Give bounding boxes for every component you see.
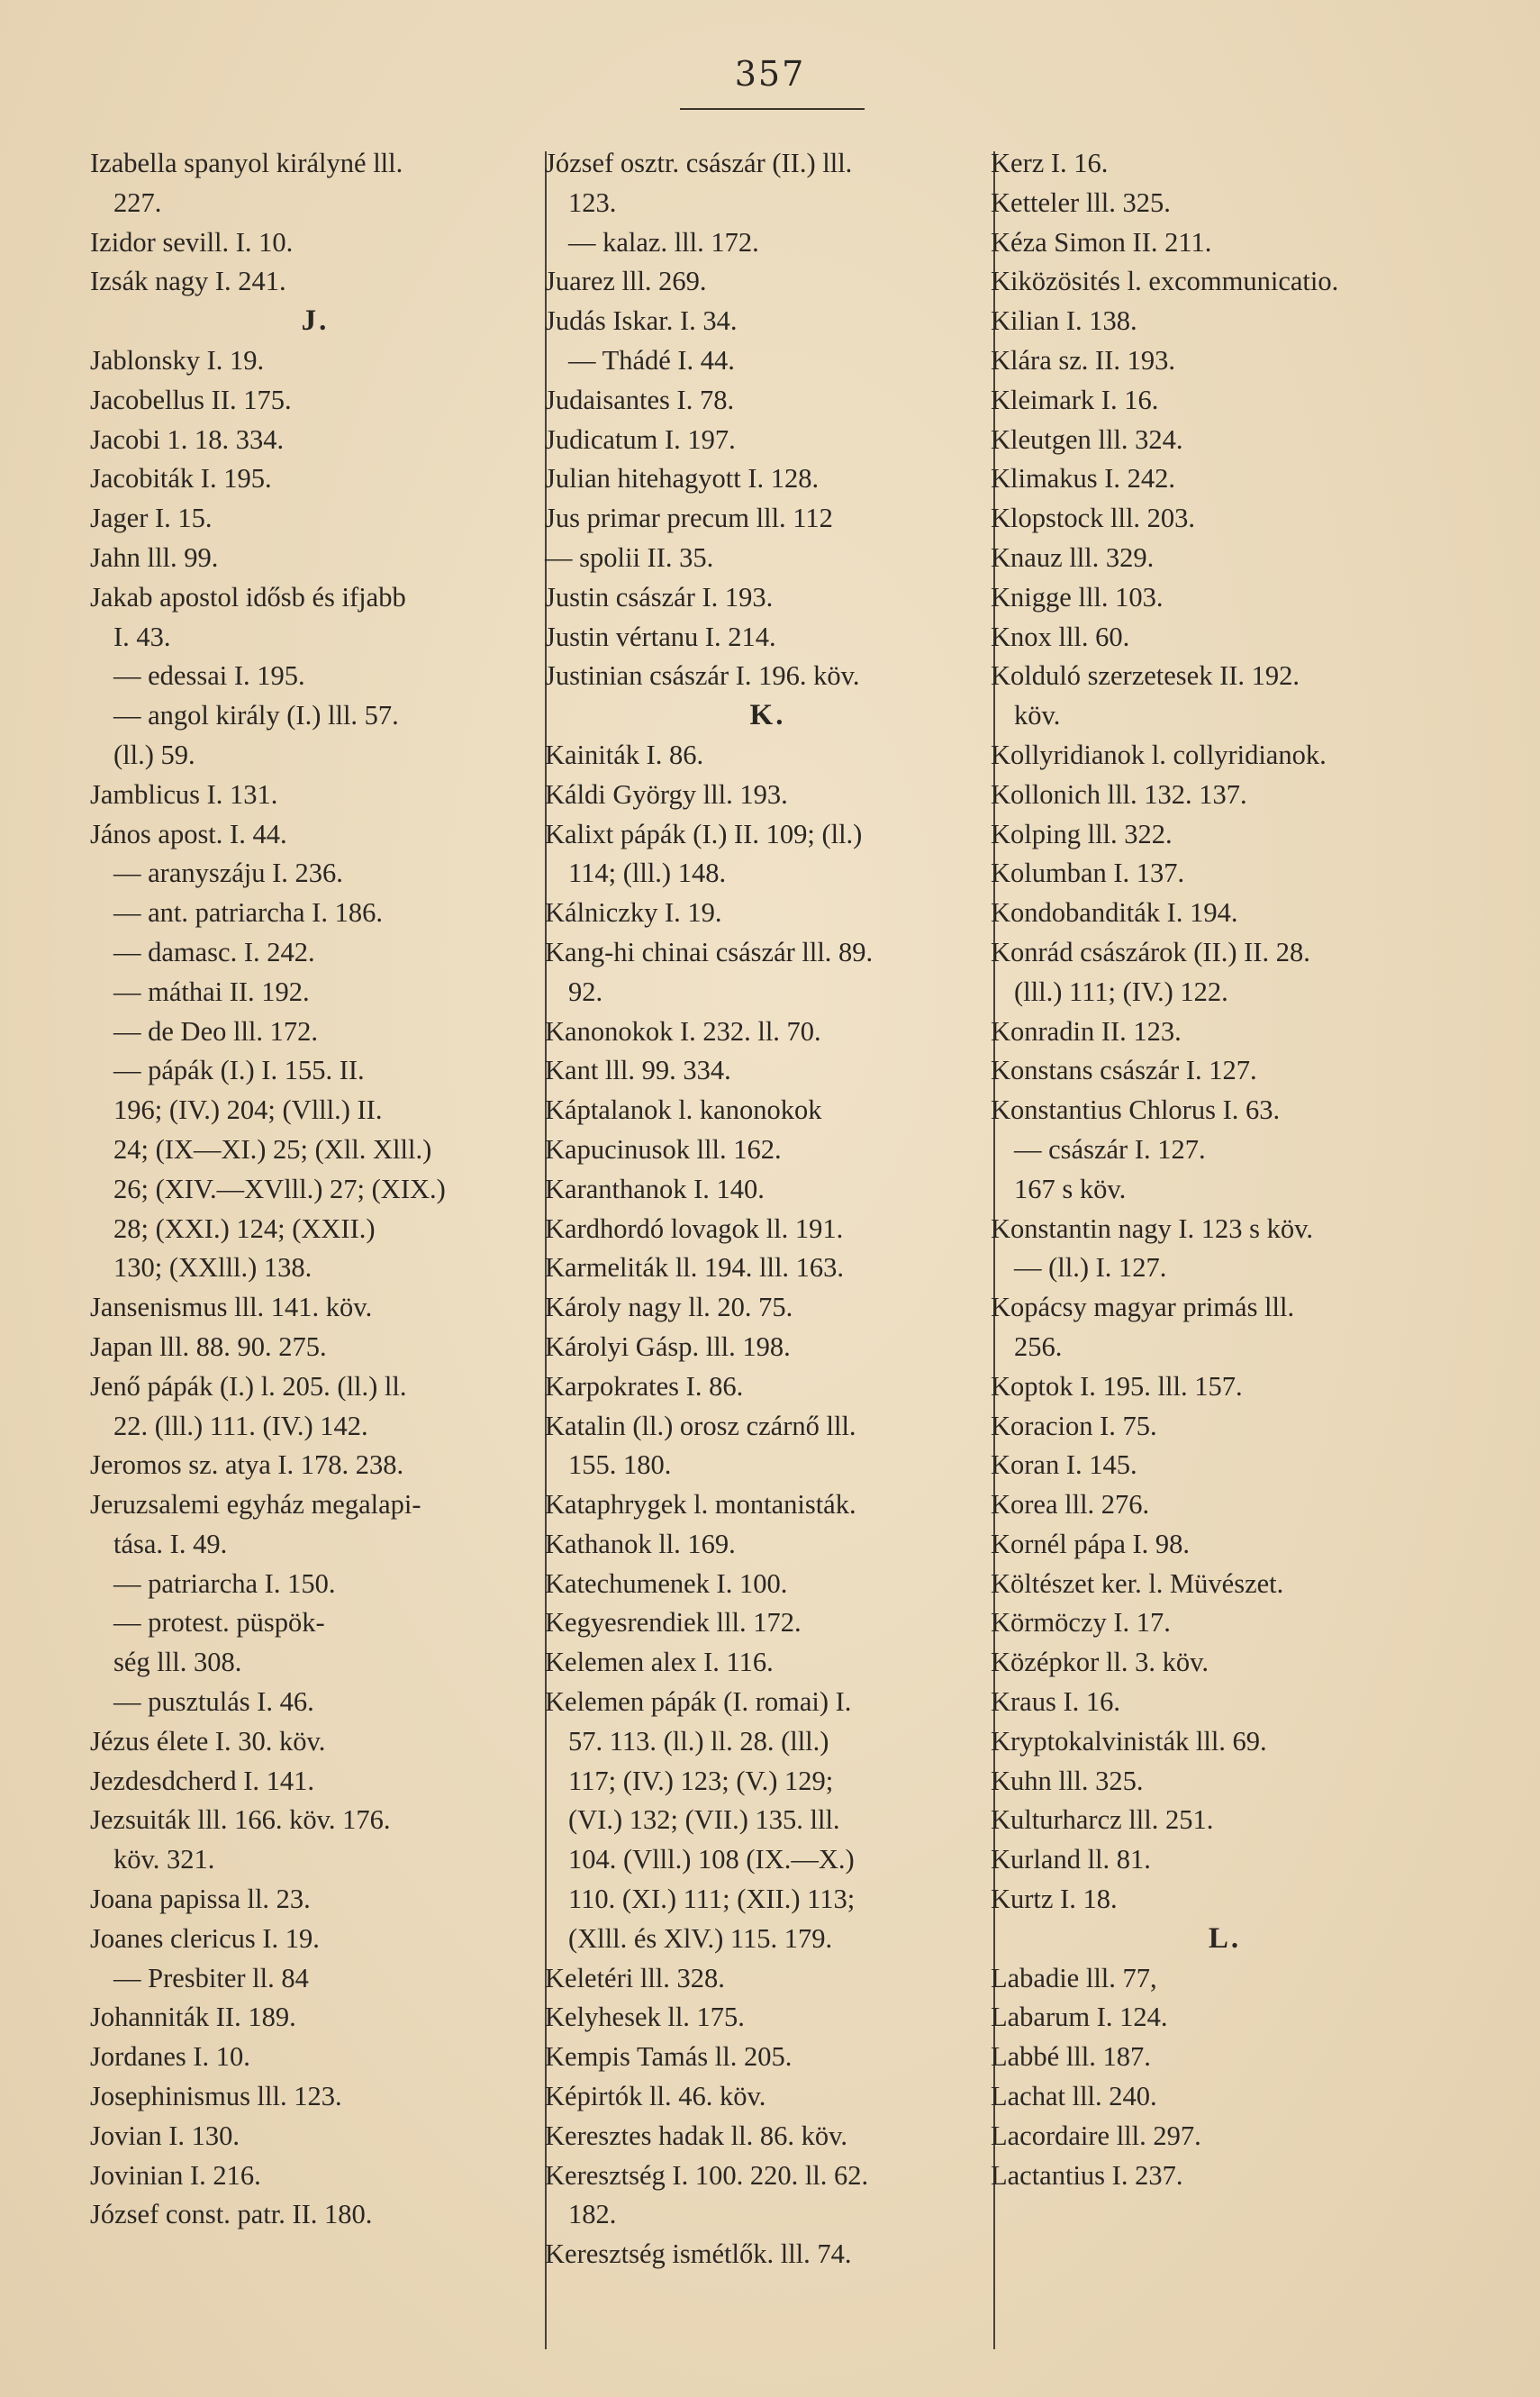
index-entry: Klopstock lll. 203. (991, 503, 1196, 534)
index-entry: Kainiták I. 86. (545, 739, 704, 770)
index-entry: Költészet ker. l. Müvészet. (991, 1567, 1284, 1599)
index-entry: Káldi György lll. 193. (545, 778, 788, 810)
index-entry: Kurtz I. 18. (991, 1884, 1118, 1915)
index-entry: Kelyhesek ll. 175. (545, 2002, 745, 2033)
index-entry-continuation: (VI.) 132; (VII.) 135. lll. (568, 1804, 840, 1836)
index-entry: Jezdesdcherd I. 141. (90, 1765, 314, 1796)
index-entry: Jansenismus lll. 141. köv. (90, 1292, 373, 1323)
index-entry: Kryptokalvinisták lll. 69. (991, 1725, 1267, 1757)
section-heading: K. (749, 699, 786, 732)
index-entry: Kiközösités l. excommunicatio. (991, 266, 1339, 297)
index-entry: Jacobi 1. 18. 334. (90, 423, 285, 455)
index-entry: József osztr. császár (II.) lll. (545, 148, 853, 178)
index-entry: Knauz lll. 329. (991, 541, 1155, 573)
index-entry: Konstantin nagy I. 123 s köv. (991, 1212, 1314, 1244)
index-entry: Jablonsky I. 19. (90, 344, 265, 376)
section-heading: J. (301, 304, 330, 338)
index-entry: Ketteler lll. 325. (991, 186, 1171, 218)
index-entry: Kant lll. 99. 334. (545, 1055, 731, 1086)
index-entry-continuation: — angol király (I.) lll. 57. (113, 700, 399, 731)
index-entry: Lacordaire lll. 297. (991, 2120, 1201, 2151)
index-entry: Kolduló szerzetesek II. 192. (991, 660, 1300, 692)
index-entry: Karanthanok I. 140. (545, 1173, 765, 1204)
index-entry: Kraus I. 16. (991, 1686, 1120, 1718)
index-entry: Konradin II. 123. (991, 1015, 1182, 1047)
index-entry: Karmeliták ll. 194. lll. 163. (545, 1252, 845, 1284)
index-entry: Izidor sevill. I. 10. (90, 226, 294, 258)
index-entry-continuation: 26; (XIV.—XVlll.) 27; (XIX.) (113, 1173, 446, 1204)
index-entry: Kornél pápa I. 98. (991, 1528, 1191, 1559)
index-entry-continuation: — damasc. I. 242. (113, 936, 315, 967)
index-entry: Kataphrygek l. montanisták. (545, 1489, 856, 1521)
index-entry: Keresztség ismétlők. lll. 74. (545, 2238, 852, 2270)
index-entry: Judaisantes I. 78. (545, 384, 735, 415)
index-entry: Labadie lll. 77, (991, 1962, 1157, 1993)
index-entry: Kang-hi chinai császár lll. 89. (545, 936, 874, 967)
index-entry: Kulturharcz lll. 251. (991, 1804, 1214, 1836)
index-entry: Jovian I. 130. (90, 2120, 240, 2151)
index-entry: Joana papissa ll. 23. (90, 1884, 311, 1915)
index-entry: Jezsuiták lll. 166. köv. 176. (90, 1804, 391, 1836)
index-entry: Juarez lll. 269. (545, 266, 707, 297)
index-entry: Kollonich lll. 132. 137. (991, 778, 1247, 810)
index-entry-continuation: 92. (568, 976, 603, 1007)
index-entry: Lachat lll. 240. (991, 2081, 1157, 2112)
index-entry: Kleutgen lll. 324. (991, 423, 1183, 455)
index-entry-continuation: — (ll.) I. 127. (1014, 1252, 1167, 1284)
index-entry: Justin vértanu I. 214. (545, 621, 776, 652)
index-entry-continuation: 130; (XXlll.) 138. (113, 1252, 313, 1284)
index-entry: Koracion I. 75. (991, 1410, 1157, 1441)
index-entry: Kondobanditák I. 194. (991, 897, 1238, 929)
index-column-2 (545, 144, 991, 2274)
index-entry: Kapucinusok lll. 162. (545, 1133, 782, 1165)
index-entry: Kerz I. 16. (991, 148, 1109, 178)
index-entry: Keresztség I. 100. 220. ll. 62. (545, 2159, 869, 2191)
index-entry: Labarum I. 124. (991, 2002, 1168, 2033)
index-entry: Jager I. 15. (90, 503, 213, 534)
index-entry: Kopácsy magyar primás lll. (991, 1292, 1295, 1323)
index-entry: Japan lll. 88. 90. 275. (90, 1330, 327, 1362)
index-entry-continuation: — Thádé I. 44. (568, 344, 735, 376)
index-entry-continuation: (Xlll. és XlV.) 115. 179. (568, 1922, 833, 1954)
index-entry-continuation: — kalaz. lll. 172. (568, 226, 759, 258)
index-entry: Katechumenek I. 100. (545, 1567, 788, 1599)
index-entry-continuation: — patriarcha I. 150. (113, 1567, 336, 1599)
index-entry: Konrád császárok (II.) II. 28. (991, 936, 1310, 967)
index-entry: — spolii II. 35. (545, 541, 714, 573)
index-entry: Kardhordó lovagok ll. 191. (545, 1212, 844, 1244)
index-entry: Izabella spanyol királyné lll. (90, 148, 403, 178)
index-entry: Képirtók ll. 46. köv. (545, 2081, 766, 2112)
index-entry: Kolumban I. 137. (991, 858, 1185, 889)
index-entry-continuation: köv. (1014, 700, 1061, 731)
section-heading: L. (1208, 1921, 1242, 1955)
index-entry-continuation: — pápák (I.) I. 155. II. (113, 1055, 365, 1086)
index-entry-continuation: 256. (1014, 1330, 1063, 1362)
index-column-3 (991, 144, 1459, 2195)
index-entry: Jovinian I. 216. (90, 2159, 261, 2191)
index-entry: József const. patr. II. 180. (90, 2199, 373, 2230)
index-entry-continuation: — Presbiter ll. 84 (113, 1962, 309, 1993)
index-entry: Koran I. 145. (991, 1449, 1137, 1481)
index-entry: Katalin (ll.) orosz czárnő lll. (545, 1410, 856, 1441)
index-entry: Karpokrates I. 86. (545, 1370, 744, 1402)
index-entry: Jeruzsalemi egyház megalapi- (90, 1489, 421, 1521)
index-entry: Kuhn lll. 325. (991, 1765, 1144, 1796)
index-entry: Károly nagy ll. 20. 75. (545, 1292, 793, 1323)
index-entry-continuation: — ant. patriarcha I. 186. (113, 897, 383, 929)
index-entry-continuation: köv. 321. (113, 1844, 215, 1875)
index-entry: Kathanok ll. 169. (545, 1528, 736, 1559)
index-entry: Joanes clericus I. 19. (90, 1922, 320, 1954)
index-entry-continuation: 123. (568, 186, 617, 218)
index-entry-continuation: — de Deo lll. 172. (113, 1015, 319, 1047)
index-entry: Koptok I. 195. lll. 157. (991, 1370, 1243, 1402)
index-entry: Lactantius I. 237. (991, 2159, 1183, 2191)
index-entry: Kegyesrendiek lll. 172. (545, 1607, 802, 1639)
index-entry: Jézus élete I. 30. köv. (90, 1725, 326, 1757)
index-entry: Klára sz. II. 193. (991, 344, 1175, 376)
index-entry-continuation: 196; (IV.) 204; (Vlll.) II. (113, 1094, 383, 1126)
index-entry: Kelemen pápák (I. romai) I. (545, 1686, 852, 1718)
index-entry: Korea lll. 276. (991, 1489, 1150, 1521)
page-number: 357 (734, 54, 806, 94)
index-entry: Keresztes hadak ll. 86. köv. (545, 2120, 847, 2151)
index-entry-continuation: 155. 180. (568, 1449, 672, 1481)
index-entry: Konstans császár I. 127. (991, 1055, 1257, 1086)
index-entry: Kurland ll. 81. (991, 1844, 1151, 1875)
index-entry: Judás Iskar. I. 34. (545, 305, 738, 337)
index-entry-continuation: 57. 113. (ll.) ll. 28. (lll.) (568, 1725, 829, 1757)
index-entry: Jenő pápák (I.) l. 205. (ll.) ll. (90, 1370, 407, 1402)
index-entry-continuation: — edessai I. 195. (113, 660, 305, 692)
index-entry-continuation: — császár I. 127. (1014, 1133, 1206, 1165)
index-entry: Kempis Tamás ll. 205. (545, 2041, 793, 2073)
index-column-1 (90, 144, 540, 2235)
index-entry-continuation: 114; (lll.) 148. (568, 858, 727, 889)
index-entry: Körmöczy I. 17. (991, 1607, 1171, 1639)
index-entry: Kilian I. 138. (991, 305, 1137, 337)
index-entry: Justin császár I. 193. (545, 581, 774, 613)
index-entry: Justinian császár I. 196. köv. (545, 660, 860, 692)
index-entry: Kéza Simon II. 211. (991, 226, 1212, 258)
index-entry-continuation: (ll.) 59. (113, 739, 195, 770)
index-entry: Jeromos sz. atya I. 178. 238. (90, 1449, 404, 1481)
index-entry: Judicatum I. 197. (545, 423, 736, 455)
index-entry: Kanonokok I. 232. ll. 70. (545, 1015, 821, 1047)
index-entry: Jahn lll. 99. (90, 541, 219, 573)
index-entry: Jacobellus II. 175. (90, 384, 292, 415)
index-entry-continuation: 110. (XI.) 111; (XII.) 113; (568, 1884, 856, 1915)
index-entry-continuation: 28; (XXI.) 124; (XXII.) (113, 1212, 376, 1244)
index-entry-continuation: — protest. püspök- (113, 1607, 325, 1639)
index-entry-continuation: 167 s köv. (1014, 1173, 1127, 1204)
index-entry: Josephinismus lll. 123. (90, 2081, 342, 2112)
index-entry: Klimakus I. 242. (991, 463, 1176, 495)
index-entry: Kalixt pápák (I.) II. 109; (ll.) (545, 818, 863, 849)
index-entry-continuation: — aranyszáju I. 236. (113, 858, 343, 889)
header-rule (680, 108, 865, 110)
index-entry: Jakab apostol idősb és ifjabb (90, 581, 406, 613)
index-entry: Káptalanok l. kanonokok (545, 1094, 822, 1126)
index-entry: Konstantius Chlorus I. 63. (991, 1094, 1281, 1126)
index-entry: Knox lll. 60. (991, 621, 1130, 652)
index-entry-continuation: — pusztulás I. 46. (113, 1686, 314, 1718)
index-entry-continuation: I. 43. (113, 621, 171, 652)
index-entry: Kolping lll. 322. (991, 818, 1173, 849)
index-entry: Knigge lll. 103. (991, 581, 1164, 613)
index-entry: János apost. I. 44. (90, 818, 287, 849)
index-entry-continuation: 24; (IX—XI.) 25; (Xll. Xlll.) (113, 1133, 432, 1165)
index-entry-continuation: 104. (Vlll.) 108 (IX.—X.) (568, 1844, 855, 1875)
index-entry: Kálniczky I. 19. (545, 897, 722, 929)
index-entry-continuation: (lll.) 111; (IV.) 122. (1014, 976, 1228, 1007)
index-entry: Johanniták II. 189. (90, 2002, 296, 2033)
index-entry: Labbé lll. 187. (991, 2041, 1151, 2073)
index-entry: Izsák nagy I. 241. (90, 266, 286, 297)
index-entry: Jus primar precum lll. 112 (545, 503, 833, 534)
index-entry: Kleimark I. 16. (991, 384, 1159, 415)
index-entry: Kelemen alex I. 116. (545, 1647, 774, 1678)
index-entry: Keletéri lll. 328. (545, 1962, 725, 1993)
index-entry: Jacobiták I. 195. (90, 463, 272, 495)
index-entry-continuation: 182. (568, 2199, 617, 2230)
index-entry: Károlyi Gásp. lll. 198. (545, 1330, 791, 1362)
index-entry-continuation: 22. (lll.) 111. (IV.) 142. (113, 1410, 368, 1441)
index-entry: Jordanes I. 10. (90, 2041, 250, 2073)
index-entry: Julian hitehagyott I. 128. (545, 463, 820, 495)
index-entry: Középkor ll. 3. köv. (991, 1647, 1209, 1678)
index-entry-continuation: — máthai II. 192. (113, 976, 310, 1007)
index-entry-continuation: tása. I. 49. (113, 1528, 228, 1559)
index-entry-continuation: ség lll. 308. (113, 1647, 242, 1678)
index-entry-continuation: 227. (113, 186, 162, 218)
index-entry-continuation: 117; (IV.) 123; (V.) 129; (568, 1765, 834, 1796)
index-entry: Jamblicus I. 131. (90, 778, 278, 810)
index-entry: Kollyridianok l. collyridianok. (991, 739, 1327, 770)
